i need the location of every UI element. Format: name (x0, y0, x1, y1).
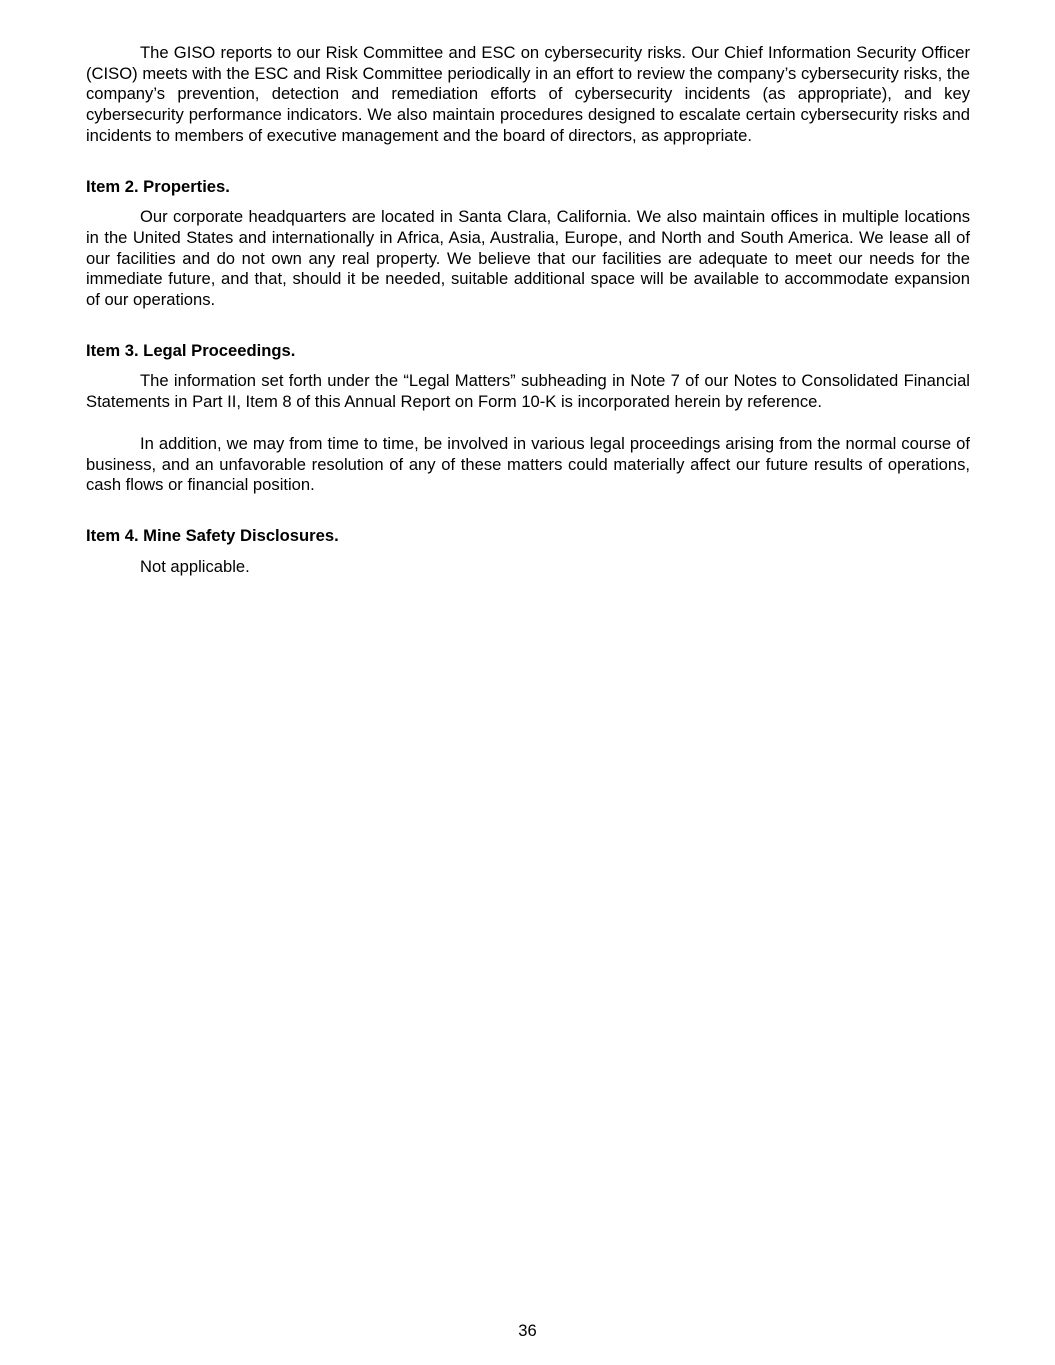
item-3-heading: Item 3. Legal Proceedings. (86, 340, 296, 360)
page-content (86, 43, 970, 577)
item-3-paragraph-1: The information set forth under the “Legal Matters” subheading in Note 7 of our Notes to Consolidated Financial Statements in Part II, Item 8 of this Annual Report on Form 10-K is incorporated herein by reference. (86, 371, 970, 412)
item-4-paragraph: Not applicable. (140, 556, 250, 576)
page-number: 36 (518, 1321, 537, 1340)
intro-paragraph: The GISO reports to our Risk Committee and ESC on cybersecurity risks. Our Chief Information Security Officer (CISO) meets with the ESC and Risk Committee periodically in an effort to review the company’s cybersecurity risks, the company’s prevention, detection and remediation efforts of cybersecurity incidents (as appropriate), and key cybersecurity performance indicators. We also maintain procedures designed to escalate certain cybersecurity risks and incidents to members of executive management and the board of directors, as appropriate. (86, 43, 970, 145)
item-2-heading: Item 2. Properties. (86, 176, 230, 196)
item-3-paragraph-2: In addition, we may from time to time, be involved in various legal proceedings arising from the normal course of business, and an unfavorable resolution of any of these matters could materially affect our future results of operations, cash flows or financial position. (86, 433, 970, 495)
item-4-heading: Item 4. Mine Safety Disclosures. (86, 525, 339, 545)
item-2-paragraph: Our corporate headquarters are located in Santa Clara, California. We also maintain offices in multiple locations in the United States and internationally in Africa, Asia, Australia, Europe, and North and South America. We lease all of our facilities and do not own any real property. We believe that our facilities are adequate to meet our needs for the immediate future, and that, should it be needed, suitable additional space will be available to accommodate expansion of our operations. (86, 207, 970, 310)
